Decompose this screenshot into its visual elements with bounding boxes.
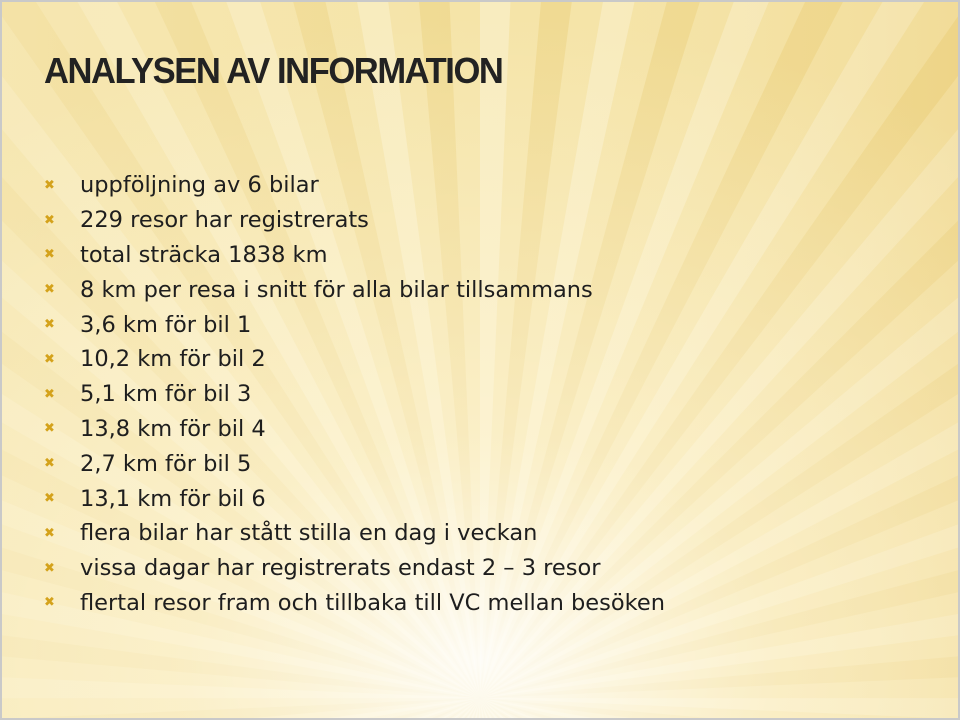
- bullet-item: [44, 168, 665, 203]
- bullet-text: flera bilar har stått stilla en dag i veckan: [80, 520, 538, 547]
- bullet-item: [44, 481, 665, 516]
- bullet-item: [44, 342, 665, 377]
- bullet-item: [44, 203, 665, 238]
- cross-mark-icon: ✖: [44, 595, 55, 611]
- bullet-item: [44, 238, 665, 273]
- cross-mark-icon: ✖: [44, 351, 55, 367]
- bullet-text: uppföljning av 6 bilar: [80, 172, 319, 199]
- cross-mark-icon: ✖: [44, 317, 55, 333]
- cross-mark-icon: ✖: [44, 247, 55, 263]
- cross-mark-icon: ✖: [44, 560, 55, 576]
- bullet-item: [44, 586, 665, 621]
- bullet-item: [44, 516, 665, 551]
- bullet-text: 2,7 km för bil 5: [80, 450, 252, 477]
- bullet-text: 13,8 km för bil 4: [80, 415, 266, 442]
- bullet-text: 229 resor har registrerats: [80, 207, 369, 234]
- bullet-item: [44, 307, 665, 342]
- cross-mark-icon: ✖: [44, 177, 55, 193]
- bullet-text: 3,6 km för bil 1: [80, 311, 252, 338]
- bullet-text: 10,2 km för bil 2: [80, 346, 266, 373]
- cross-mark-icon: ✖: [44, 282, 55, 298]
- bullet-text: vissa dagar har registrerats endast 2 – 3 resor: [80, 555, 601, 582]
- bullet-text: flertal resor fram och tillbaka till VC mellan besöken: [80, 589, 665, 616]
- bullet-text: 5,1 km för bil 3: [80, 381, 252, 408]
- cross-mark-icon: ✖: [44, 456, 55, 472]
- cross-mark-icon: ✖: [44, 386, 55, 402]
- bullet-text: 13,1 km för bil 6: [80, 485, 266, 512]
- bullet-text: total sträcka 1838 km: [80, 241, 328, 268]
- bullet-item: [44, 377, 665, 412]
- bullet-item: [44, 412, 665, 447]
- slide-title: ANALYSEN AV INFORMATION: [44, 50, 503, 91]
- bullet-item: [44, 551, 665, 586]
- bullet-item: [44, 272, 665, 307]
- cross-mark-icon: ✖: [44, 525, 55, 541]
- cross-mark-icon: ✖: [44, 421, 55, 437]
- cross-mark-icon: ✖: [44, 212, 55, 228]
- bullet-item: [44, 446, 665, 481]
- bullet-text: 8 km per resa i snitt för alla bilar tillsammans: [80, 276, 593, 303]
- cross-mark-icon: ✖: [44, 491, 55, 507]
- bullet-list: [44, 168, 665, 620]
